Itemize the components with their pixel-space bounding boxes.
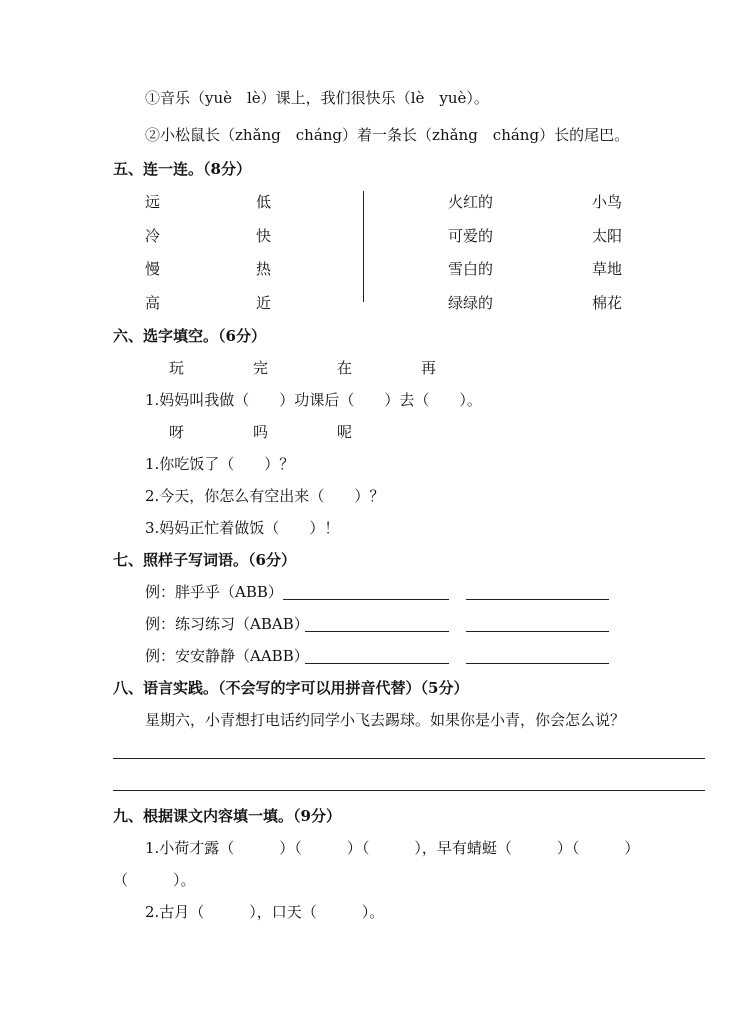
answer-line-aabb-1 [305, 663, 449, 664]
match-left-b-4: 近 [256, 294, 272, 312]
recall-question-1a: 1.小荷才露（ ）（ ）（ ），早有蜻蜓（ ）（ ） [145, 839, 640, 857]
match-left-a-1: 远 [145, 193, 161, 211]
pinyin-line-1: ①音乐（yuè lè）课上，我们很快乐（lè yuè）。 [145, 89, 489, 107]
example-abb: 例：胖乎乎（ABB） [145, 583, 283, 601]
writing-line-2 [113, 790, 705, 791]
match-left-a-3: 慢 [145, 260, 161, 278]
answer-line-abb-2 [466, 599, 609, 600]
example-aabb: 例：安安静静（AABB） [145, 647, 309, 665]
choice-wan2: 完 [253, 359, 269, 377]
fill-question-4: 3.妈妈正忙着做饭（ ）！ [145, 519, 340, 537]
recall-question-1b: （ ）。 [113, 871, 196, 889]
practice-prompt: 星期六，小青想打电话约同学小飞去踢球。如果你是小青，你会怎么说？ [145, 711, 626, 729]
section-7-title: 七、照样子写词语。（6分） [113, 551, 296, 569]
match-left-b-2: 快 [256, 227, 272, 245]
section-8-title: 八、语言实践。（不会写的字可以用拼音代替）（5分） [113, 679, 469, 697]
choice-zai1: 在 [337, 359, 353, 377]
pinyin-line-2: ②小松鼠长（zhǎng cháng）着一条长（zhǎng cháng）长的尾巴。 [145, 126, 630, 144]
choice-ne: 呢 [337, 423, 353, 441]
answer-line-abab-1 [305, 631, 449, 632]
match-left-b-3: 热 [256, 260, 272, 278]
answer-line-abb-1 [283, 599, 449, 600]
fill-question-2: 1.你吃饭了（ ）？ [145, 455, 295, 473]
match-right-b-3: 草地 [592, 260, 623, 278]
choice-wan1: 玩 [169, 359, 185, 377]
match-left-b-1: 低 [256, 193, 272, 211]
match-left-a-4: 高 [145, 294, 161, 312]
section-6-title: 六、选字填空。（6分） [113, 327, 266, 345]
choice-ya: 呀 [169, 423, 185, 441]
match-divider [363, 191, 364, 302]
section-5-title: 五、连一连。（8分） [113, 160, 251, 178]
answer-line-abab-2 [466, 631, 609, 632]
match-right-b-2: 太阳 [592, 227, 623, 245]
match-right-a-1: 火红的 [448, 193, 494, 211]
section-9-title: 九、根据课文内容填一填。（9分） [113, 807, 341, 825]
writing-line-1 [113, 758, 705, 759]
match-right-b-4: 棉花 [592, 294, 623, 312]
choice-zai2: 再 [421, 359, 437, 377]
match-right-a-3: 雪白的 [448, 260, 494, 278]
match-right-a-2: 可爱的 [448, 227, 494, 245]
choice-ma: 吗 [253, 423, 269, 441]
fill-question-1: 1.妈妈叫我做（ ）功课后（ ）去（ ）。 [145, 391, 482, 409]
recall-question-2: 2.古月（ ），口天（ ）。 [145, 903, 385, 921]
match-right-a-4: 绿绿的 [448, 294, 494, 312]
match-left-a-2: 冷 [145, 227, 161, 245]
example-abab: 例：练习练习（ABAB） [145, 615, 309, 633]
answer-line-aabb-2 [466, 663, 609, 664]
match-right-b-1: 小鸟 [592, 193, 623, 211]
fill-question-3: 2.今天，你怎么有空出来（ ）？ [145, 487, 385, 505]
